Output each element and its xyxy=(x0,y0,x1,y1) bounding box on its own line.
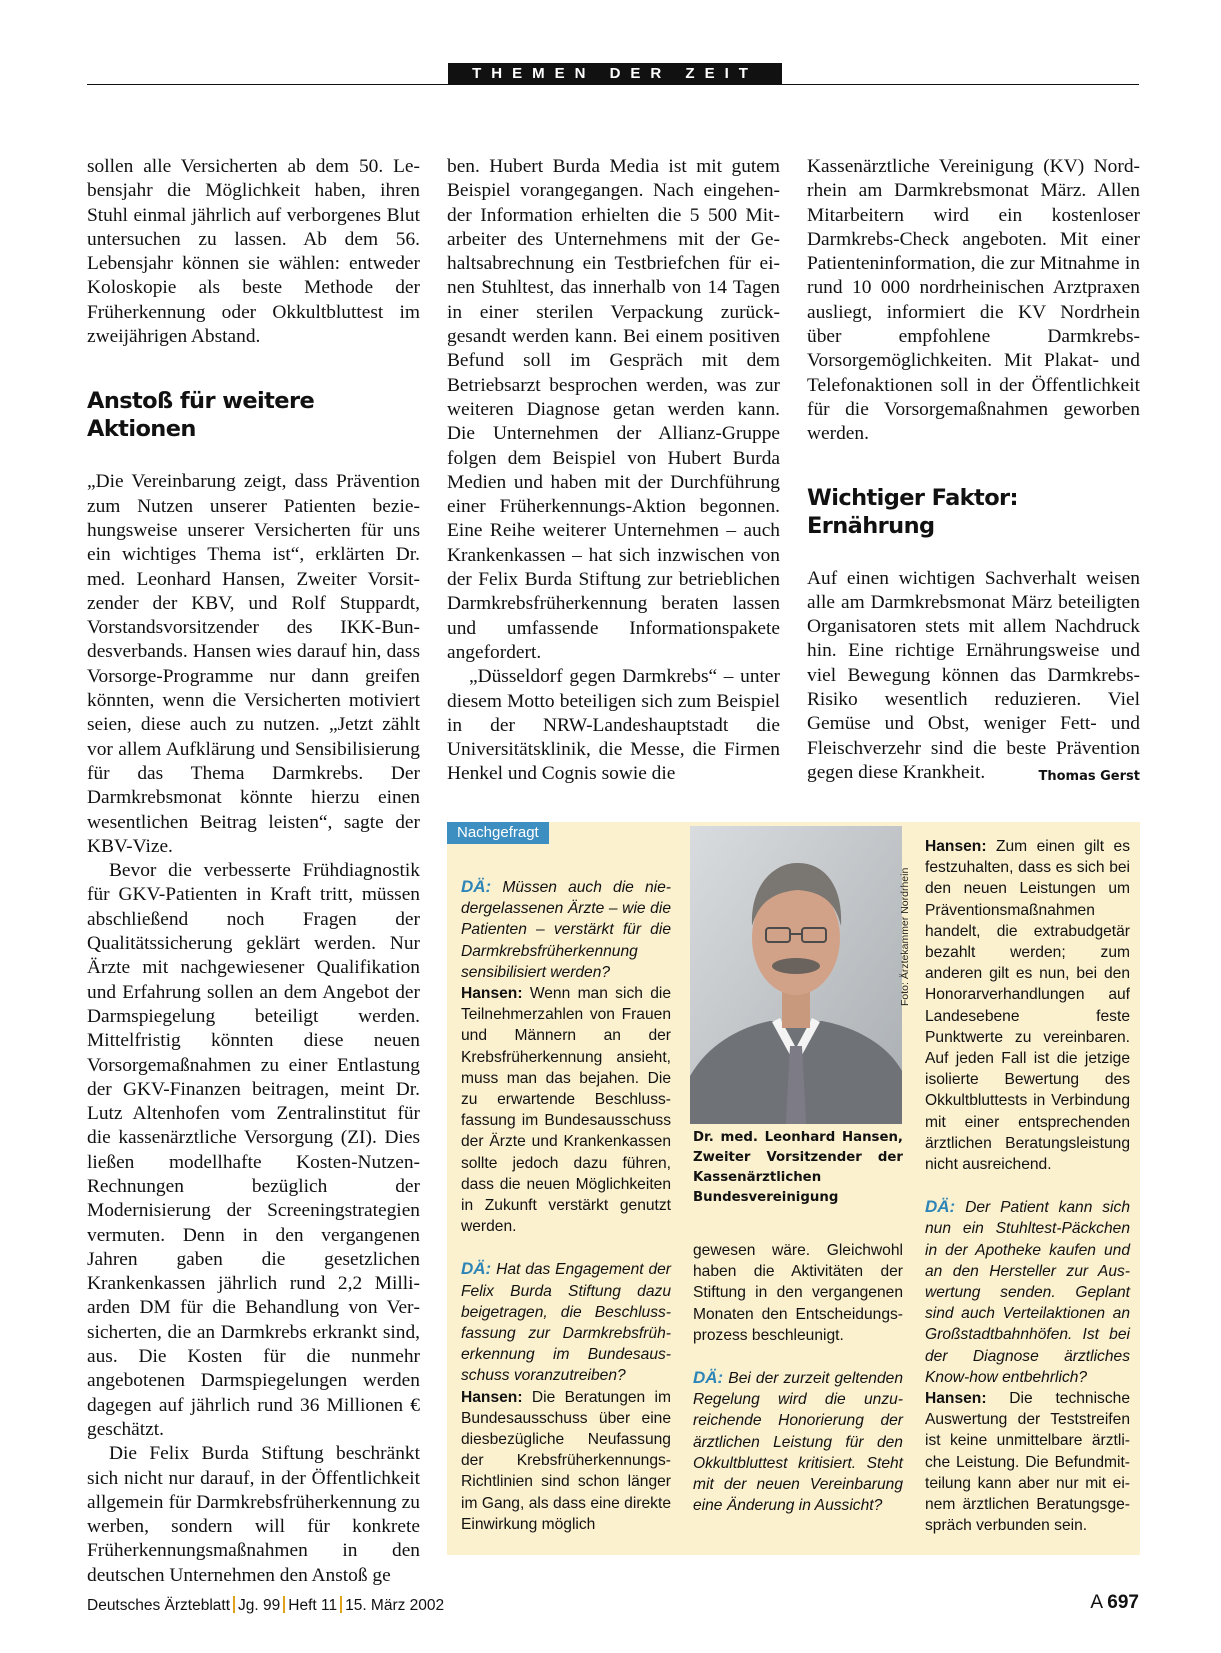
author-name: Thomas Gerst xyxy=(1038,768,1140,784)
paragraph: Die Felix Burda Stiftung beschränkt sich nicht nur darauf, in der Öffentlichkeit allgemein für Darmkrebsfrüherkennung zu werben, sondern will für konkrete Früherkennungsmaßnahmen in den deutschen Unternehmen den Anstoß ge xyxy=(87,1443,420,1586)
interview-question xyxy=(693,1367,903,1516)
photo-credit: Foto: Ärztekammer Nordrhein xyxy=(899,867,911,1006)
question-text: Bei der zurzeit geltenden Regelung wird die unzureichende Honorierung der ärztlichen Leistung für den Okkultbluttest kritisiert. Steht mit der neuen Vereinbarung eine Änderung in Aussicht? xyxy=(693,1370,903,1515)
answer-label: Hansen: xyxy=(461,1388,523,1406)
paragraph: Bevor die verbesserte Frühdiagnostik für GKV-Patienten in Kraft tritt, müssen abschließend noch Fragen der Qualitätssicherung geklärt werden. Nur Ärzte mit nachgewiesener Qualifikation und Erfahrung sollen an dem Angebot der Darmspiegelung beteiligt werden. Mittelfristig könnten diese neuen Vorsorgemaßnahmen zu einer Entlastung der GKV-Finanzen beitragen, meint Dr. Lutz Altenhofen vom Zentralinstitut für die kassenärztliche Versorgung (ZI). Dies ließen modellhafte Kosten-Nutzen-Rechnungen bezüglich der Modernisierung der Screeningstrategien vermuten. Denn in den vergangenen Jahren gaben die gesetzlichen Krankenkassen jährlich rund 2,2 Milliarden DM für die Behandlung von Versicherten, die an Darmkrebs erkrankt sind, aus. Die Kosten für die nunmehr angebotenen Darmspiegelungen werden dagegen auf jährlich rund 36 Millionen € geschätzt. xyxy=(87,860,420,1440)
answer-text: Wenn man sich die Teilnehmerzahlen von Frauen und Männern an der Krebsfrüherkennung ansieht, muss man das bejahen. Die zu erwartende Beschlussfassung im Bundesausschuss der Ärzte und Krankenkassen sollte jedoch dazu führen, dass die neuen Möglichkeiten in Zukunft verstärkt genutzt werden. xyxy=(461,985,672,1236)
question-text: Müssen auch die niedergelassenen Ärzte – wie die Patienten – verstärkt für die Darmkrebsfrüherkennung sensibilisiert werden? xyxy=(461,879,671,981)
separator xyxy=(340,1596,342,1613)
photo-caption: Dr. med. Leonhard Hansen, Zweiter Vorsitzender der Kassenärztlichen Bundesvereinigung xyxy=(693,1130,903,1205)
question-label: DÄ: xyxy=(461,1259,492,1279)
question-label: DÄ: xyxy=(461,877,492,896)
interview-answer xyxy=(461,1387,671,1535)
interview-question xyxy=(461,876,671,983)
page-number-value: 697 xyxy=(1107,1592,1139,1613)
interview-column-3 xyxy=(925,836,1130,1537)
article-column-1 xyxy=(87,155,420,1588)
paragraph: ben. Hubert Burda Media ist mit gutem Beispiel vorangegangen. Nach eingehender Information erhielten die 5 500 Mitarbeiter des Unternehmens mit der Gehaltsabrechnung ein Testbriefchen für einen Stuhltest, das innerhalb von 14 Tagen in einer sterilen Verpackung zurückgesandt werden kann. Bei einem positiven Befund soll im Gespräch mit dem Betriebsarzt besprochen werden, was zur weiteren Diagnose getan werden kann. Die Unternehmen der Allianz-Gruppe folgen dem Beispiel von Hubert Burda Medien und haben mit der Durchführung einer Früherkennungs-Aktion begonnen. Eine Reihe weiterer Unternehmen – auch Krankenkassen – hat sich inzwischen von der Felix Burda Stiftung zur betrieblichen Darmkrebsfrüherkennung beraten lassen und umfassende Informationspakete angefordert. xyxy=(447,156,780,663)
answer-text: Zum einen gilt es festzuhalten, dass es sich bei den neuen Leistungen um Präventionsmaßnahmen handelt, die extrabudgetär bezahlt werden; zum anderen gilt es nun, bei den Honorarverhandlungen auf Landesebene feste Punktwerte zu vereinbaren. Auf jeden Fall ist die jetzige isolierte Bewertung des Okkultbluttests in Verbindung mit einer entsprechenden ärztlichen Beratungsleistung nicht ausreichend. xyxy=(925,838,1130,1174)
journal-volume: Jg. 99 xyxy=(238,1597,281,1614)
answer-text: Die Beratungen im Bundesausschuss über eine diesbezügliche Neufassung der Krebsfrüherkennungs-Richtlinien sind schon länger im Gang, als dass eine direkte Einwirkung möglich xyxy=(461,1388,671,1533)
page-number xyxy=(1090,1592,1139,1614)
journal-name: Deutsches Ärzteblatt xyxy=(87,1597,231,1614)
interview-answer xyxy=(461,983,671,1237)
question-label: DÄ: xyxy=(693,1368,724,1388)
paragraph-text: Auf einen wichtigen Sachverhalt weisen alle am Darmkrebsmonat März beteiligten Organisatoren stets mit allem Nachdruck hin. Eine richtige Ernährungsweise und viel Bewegung können das Darmkrebs-Risiko wesentlich reduzieren. Viel Gemüse und Obst, weniger Fett- und Fleischverzehr sind die beste Prävention gegen diese Krankheit. xyxy=(807,567,1140,783)
journal-issue: Heft 11 xyxy=(288,1597,338,1614)
interview-question xyxy=(461,1258,671,1386)
section-header: THEMEN DER ZEIT xyxy=(448,63,782,85)
paragraph: „Düsseldorf gegen Darmkrebs“ – unter diesem Motto beteiligen sich zum Beispiel in der NRW-Landeshauptstadt die Universitätsklinik, die Messe, die Firmen Henkel und Cognis sowie die xyxy=(447,666,780,785)
paragraph xyxy=(807,567,1140,786)
journal-date: 15. März 2002 xyxy=(345,1597,445,1614)
paragraph: sollen alle Versicherten ab dem 50. Lebensjahr die Möglichkeit haben, ihren Stuhl einmal jährlich auf verborgenes Blut untersuchen zu lassen. Ab dem 56. Lebensjahr können sie wählen: entweder Koloskopie als beste Methode der Früherkennung oder Okkultbluttest im zweijährigen Abstand. xyxy=(87,156,420,348)
paragraph: „Die Vereinbarung zeigt, dass Prävention zum Nutzen unserer Patienten beziehungsweise unserer Versicherten für uns ein wichtiges Thema ist“, erklärten Dr. med. Leonhard Hansen, Zweiter Vorsitzender der KBV, und Rolf Stuppardt, Vorstandsvorsitzender des IKK-Bundesverbands. Hansen wies darauf hin, dass Vorsorge-Programme nur dann greifen könnten, wenn die Versicherten motiviert seien, diese auch zu nutzen. „Jetzt zählt vor allem Aufklärung und Sensibilisierung für das Thema Darmkrebs. Der Darmkrebsmonat könnte hierzu einen wesentlichen Beitrag leisten“, sagte der KBV-Vize. xyxy=(87,471,420,857)
portrait-illustration xyxy=(690,826,902,1124)
paragraph: Kassenärztliche Vereinigung (KV) Nordrhein am Darmkrebsmonat März. Allen Mitarbeitern wird ein kostenloser Darmkrebs-Check angeboten. Mit einer Patienteninformation, die zur Mitnahme in rund 10 000 nordrheinischen Arztpraxen ausliegt, informiert die KV Nordrhein über empfohlene Darmkrebs-Vorsorgemöglichkeiten. Mit Plakat- und Telefonaktionen soll in der Öffentlichkeit für die Vorsorgemaßnahmen geworben werden. xyxy=(807,156,1140,445)
answer-label: Hansen: xyxy=(925,838,987,855)
answer-label: Hansen: xyxy=(461,985,523,1003)
page-footer xyxy=(87,1592,1139,1618)
portrait-photo xyxy=(690,826,902,1124)
separator xyxy=(233,1596,235,1613)
interview-answer xyxy=(925,836,1130,1175)
page-prefix: A xyxy=(1090,1592,1103,1613)
article-column-2 xyxy=(447,155,780,787)
interview-tag: Nachgefragt xyxy=(447,822,549,844)
interview-answer-continued: gewesen wäre. Gleichwohl haben die Aktivitäten der Stiftung in den vergangenen Monaten den Entscheidungsprozess beschleunigt. xyxy=(693,1242,903,1344)
subheading: Anstoß für weitere Aktionen xyxy=(87,388,315,443)
answer-text: Die technische Auswertung der Teststreifen ist keine unmittelbare ärztliche Leistung. Die Befundmitteilung kann aber nur mit einem ärztlichen Beratungsgespräch verbunden sein. xyxy=(925,1390,1130,1535)
interview-answer xyxy=(925,1388,1130,1536)
article-column-3 xyxy=(807,155,1140,789)
question-text: Hat das Engagement der Felix Burda Stiftung dazu beigetragen, die Beschlussfassung zur Darmkrebsfrüherkennung im Bundesausschuss voranzutreiben? xyxy=(461,1261,671,1385)
separator xyxy=(283,1596,285,1613)
interview-column-2 xyxy=(693,1240,903,1516)
interview-column-1 xyxy=(461,876,671,1535)
question-text: Der Patient kann sich nun ein Stuhltest-Päckchen in der Apotheke kaufen und an den Hersteller zur Auswertung senden. Geplant sind auch Verteilaktionen an Großstadtbahnhöfen. Ist bei der Diagnose ärztliches Know-how entbehrlich? xyxy=(925,1199,1130,1386)
answer-label: Hansen: xyxy=(925,1390,987,1408)
journal-citation xyxy=(87,1596,444,1615)
subheading: Wichtiger Faktor: Ernährung xyxy=(807,484,1018,539)
interview-question xyxy=(925,1196,1130,1388)
question-label: DÄ: xyxy=(925,1197,956,1217)
